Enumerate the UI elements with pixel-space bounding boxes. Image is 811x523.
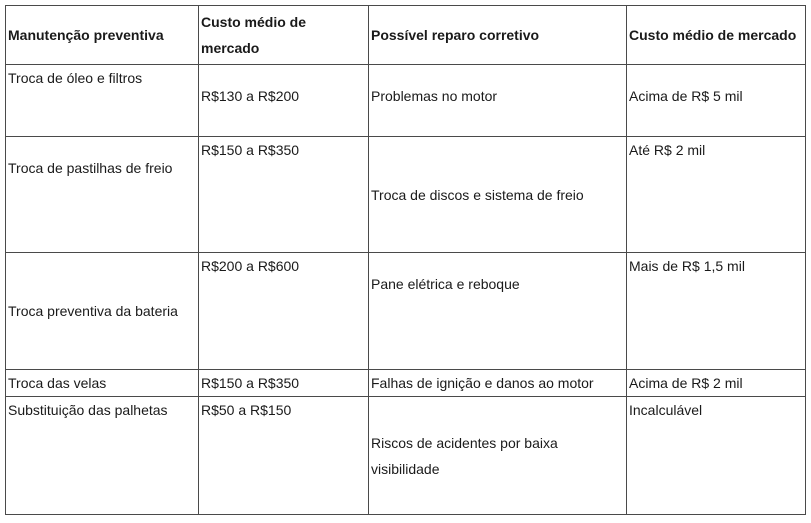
header-preventive-cost: Custo médio de mercado — [199, 6, 369, 65]
cell-corrective-cost: Mais de R$ 1,5 mil — [627, 253, 806, 370]
cell-corrective-repair: Troca de discos e sistema de freio — [369, 137, 627, 253]
cell-corrective-cost: Incalculável — [627, 397, 806, 515]
table-row — [6, 253, 806, 370]
cell-preventive-cost: R$150 a R$350 — [199, 137, 369, 253]
cell-maintenance: Troca de pastilhas de freio — [6, 137, 199, 253]
cell-corrective-repair: Falhas de ignição e danos ao motor — [369, 370, 627, 397]
cell-corrective-repair: Riscos de acidentes por baixa visibilidade — [369, 397, 627, 515]
table-row — [6, 397, 806, 515]
cell-maintenance: Troca preventiva da bateria — [6, 253, 199, 370]
table-row — [6, 137, 806, 253]
cell-maintenance: Substituição das palhetas — [6, 397, 199, 515]
cell-corrective-cost: Até R$ 2 mil — [627, 137, 806, 253]
cell-corrective-cost: Acima de R$ 5 mil — [627, 65, 806, 137]
header-corrective-repair: Possível reparo corretivo — [369, 6, 627, 65]
cell-preventive-cost: R$150 a R$350 — [199, 370, 369, 397]
cell-maintenance: Troca das velas — [6, 370, 199, 397]
cell-maintenance: Troca de óleo e filtros — [6, 65, 199, 137]
cell-preventive-cost: R$50 a R$150 — [199, 397, 369, 515]
table-row — [6, 370, 806, 397]
table-header-row — [6, 6, 806, 65]
cell-corrective-repair: Pane elétrica e reboque — [369, 253, 627, 370]
header-corrective-cost: Custo médio de mercado — [627, 6, 806, 65]
maintenance-cost-table — [5, 5, 806, 515]
header-preventive-maintenance: Manutenção preventiva — [6, 6, 199, 65]
table-row — [6, 65, 806, 137]
cell-corrective-repair: Problemas no motor — [369, 65, 627, 137]
cell-corrective-cost: Acima de R$ 2 mil — [627, 370, 806, 397]
cell-preventive-cost: R$200 a R$600 — [199, 253, 369, 370]
cell-preventive-cost: R$130 a R$200 — [199, 65, 369, 137]
